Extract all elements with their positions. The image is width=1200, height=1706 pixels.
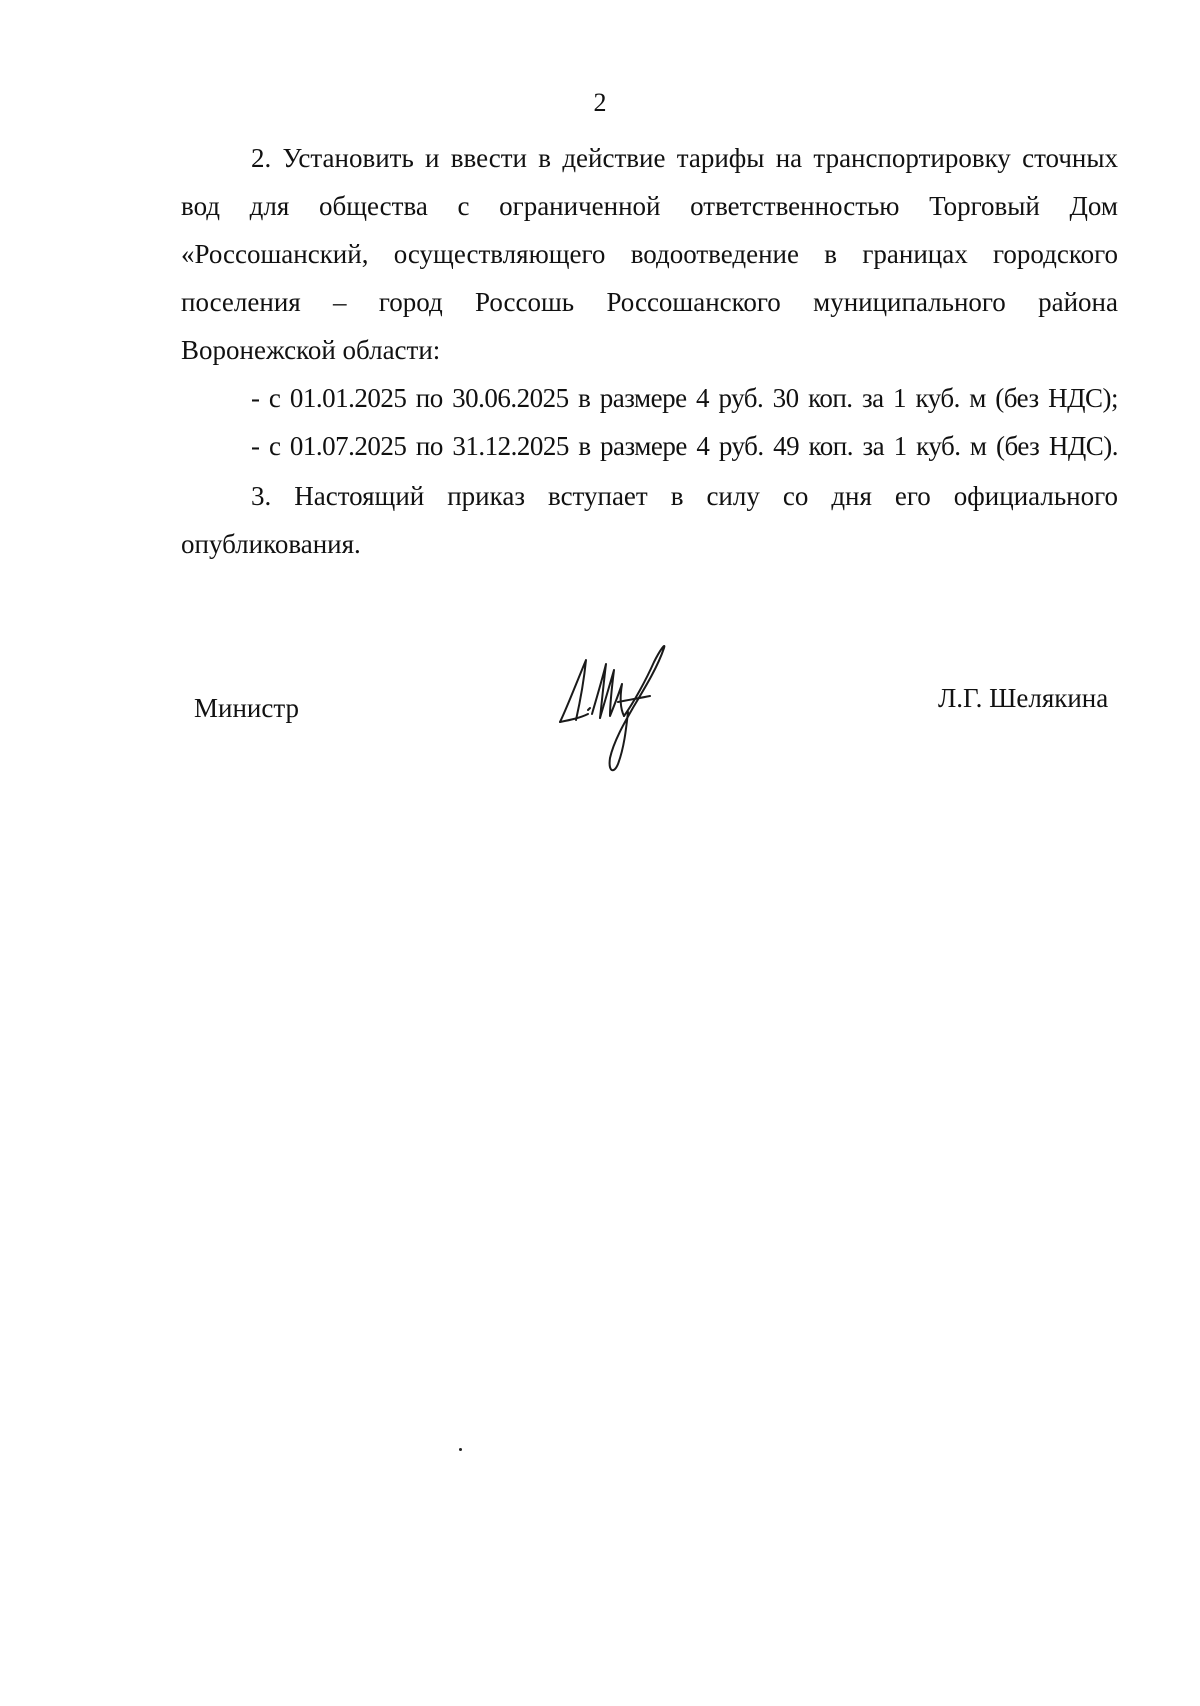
tariff-item-2: - с 01.07.2025 по 31.12.2025 в размере 4 руб. 49 коп. за 1 куб. м (без НДС). [251,431,1118,461]
paragraph-2-line-5: Воронежской области: [181,335,441,365]
stray-dot-mark [459,1448,462,1451]
tariff-item-1: - с 01.01.2025 по 30.06.2025 в размере 4 руб. 30 коп. за 1 куб. м (без НДС); [251,383,1118,413]
paragraph-3-line-2: опубликования. [181,529,361,559]
handwritten-signature [554,640,684,780]
signer-name: Л.Г. Шелякина [938,683,1109,713]
paragraph-2-line-1: 2. Установить и ввести в действие тарифы на транспортировку сточных [251,143,1118,173]
paragraph-3-line-1: 3. Настоящий приказ вступает в силу со дня его официального [251,481,1118,511]
paragraph-2-line-2: вод для общества с ограниченной ответственностью Торговый Дом [181,191,1118,221]
paragraph-2-line-4: поселения – город Россошь Россошанского муниципального района [181,287,1118,317]
paragraph-2-line-3: «Россошанский, осуществляющего водоотведение в границах городского [181,239,1118,269]
position-title: Министр [194,693,299,723]
page-number: 2 [593,88,607,117]
